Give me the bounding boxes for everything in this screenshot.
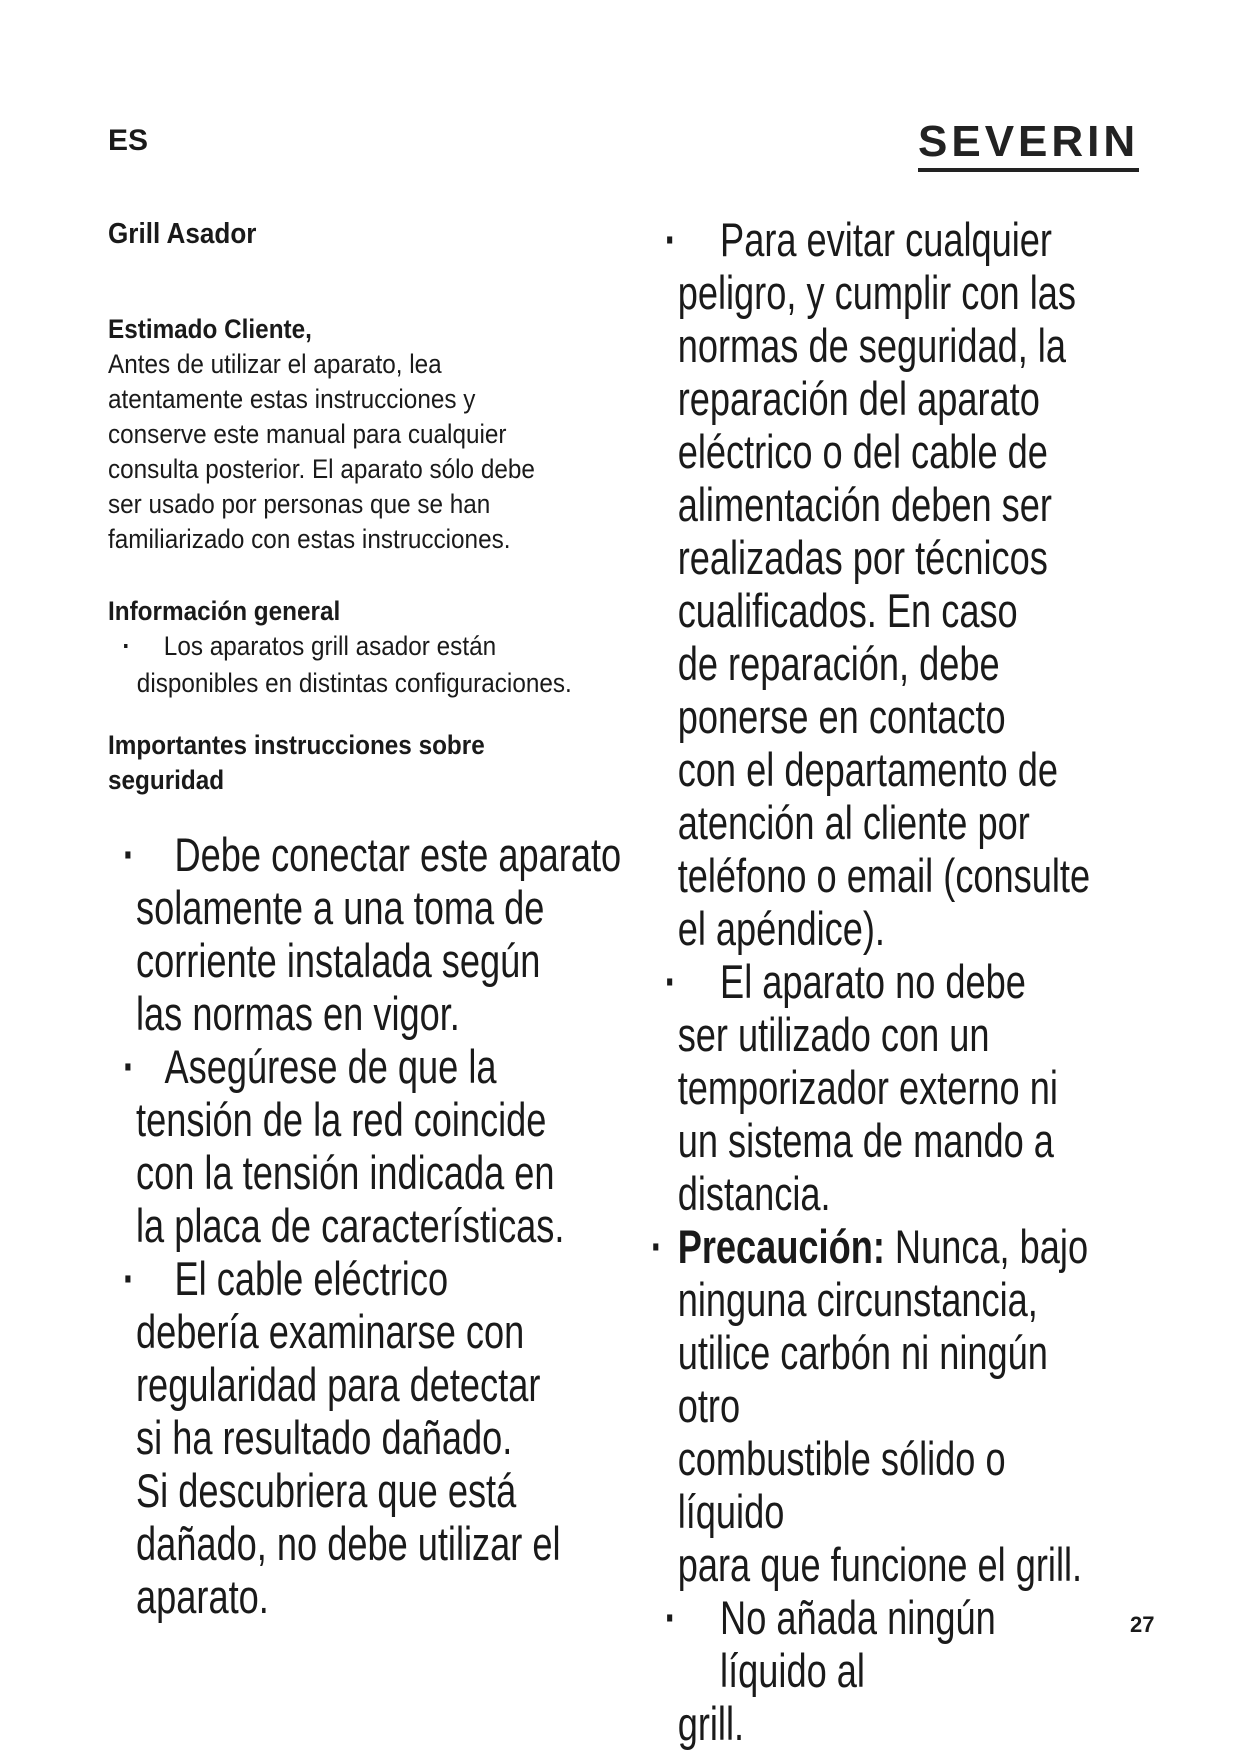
bullet-line: realizadas por técnicos — [677, 531, 1048, 584]
timer-bullet — [660, 955, 1107, 1220]
bullet-dot: · — [122, 1040, 135, 1093]
bullet-line: No añada ningún líquido al — [720, 1591, 996, 1697]
bullet-line: eléctrico o del cable de — [677, 425, 1048, 478]
caution-bullet — [650, 1220, 1107, 1591]
bullet-dot: · — [122, 631, 131, 661]
bullet-line: El aparato no debe — [720, 955, 1026, 1008]
bullet-line: la placa de características. — [136, 1199, 565, 1252]
bullet-line: si ha resultado dañado. — [136, 1411, 513, 1464]
intro-paragraph — [108, 347, 572, 557]
safety-bullet-3 — [122, 1252, 621, 1623]
left-safety-bullets — [122, 828, 622, 1623]
bullet-line: ninguna circunstancia, — [677, 1273, 1038, 1326]
bullet-line: aparato. — [136, 1570, 269, 1623]
bullet-line: Asegúrese de que la — [164, 1040, 497, 1093]
bullet-dot: · — [664, 1591, 677, 1644]
bullet-line: peligro, y cumplir con las — [677, 266, 1076, 319]
bullet-line: temporizador externo ni — [677, 1061, 1058, 1114]
bullet-line: las normas en vigor. — [136, 987, 460, 1040]
severin-logo: SEVERIN — [918, 118, 1139, 172]
safety-heading-line: Importantes instrucciones sobre — [108, 730, 485, 760]
bullet-line: ponerse en contacto — [677, 690, 1006, 743]
bullet-line: Los aparatos grill asador están — [163, 631, 497, 661]
bullet-line: debería examinarse con — [136, 1305, 525, 1358]
intro-line: atentamente estas instrucciones y — [108, 384, 476, 414]
bullet-line: para que funcione el grill. — [677, 1538, 1083, 1591]
liquid-bullet — [660, 1591, 1107, 1750]
bullet-line: dañado, no debe utilizar el — [136, 1517, 561, 1570]
intro-line: conserve este manual para cualquier — [108, 419, 507, 449]
bullet-line: distancia. — [677, 1167, 831, 1220]
page-number: 27 — [1130, 1612, 1155, 1637]
bullet-line: Si descubriera que está — [136, 1464, 517, 1517]
right-safety-bullets — [650, 213, 1107, 1750]
document-title: Grill Asador — [108, 218, 257, 250]
repair-bullet — [660, 213, 1107, 955]
bullet-line: el apéndice). — [677, 902, 885, 955]
bullet-line — [660, 1220, 1107, 1273]
bullet-dot: · — [650, 1220, 663, 1273]
bullet-line: con el departamento de — [677, 743, 1058, 796]
bullet-line: disponibles en distintas configuraciones. — [136, 668, 572, 698]
bullet-line: de reparación, debe — [677, 637, 1000, 690]
general-info-bullet — [108, 629, 572, 702]
bullet-line: cualificados. En caso — [677, 584, 1018, 637]
language-code: ES — [108, 124, 149, 157]
bullet-dot: · — [122, 1252, 135, 1305]
bullet-line: normas de seguridad, la — [677, 319, 1066, 372]
caution-text: Nunca, bajo — [884, 1220, 1089, 1273]
bullet-line: atención al cliente por — [677, 796, 1030, 849]
bullet-line: regularidad para detectar — [136, 1358, 541, 1411]
bullet-line: alimentación deben ser — [677, 478, 1052, 531]
left-column-intro — [108, 216, 572, 798]
bullet-line: Para evitar cualquier — [720, 213, 1052, 266]
bullet-line: tensión de la red coincide — [136, 1093, 547, 1146]
safety-bullet-1 — [122, 828, 622, 1040]
bullet-line: reparación del aparato — [677, 372, 1040, 425]
safety-bullet-2 — [122, 1040, 621, 1252]
intro-line: consulta posterior. El aparato sólo debe — [108, 454, 535, 484]
bullet-line: utilice carbón ni ningún otro — [677, 1326, 1048, 1432]
bullet-dot: · — [122, 828, 135, 881]
intro-line: ser usado por personas que se han — [108, 489, 491, 519]
bullet-line: teléfono o email (consulte — [677, 849, 1091, 902]
bullet-line: El cable eléctrico — [174, 1252, 449, 1305]
safety-heading-line: seguridad — [108, 765, 225, 795]
general-info-heading: Información general — [108, 596, 341, 626]
intro-line: Antes de utilizar el aparato, lea — [108, 349, 442, 379]
bullet-line: Debe conectar este aparato — [174, 828, 622, 881]
intro-line: familiarizado con estas instrucciones. — [108, 524, 511, 554]
greeting: Estimado Cliente, — [108, 314, 312, 344]
bullet-line: solamente a una toma de — [136, 881, 545, 934]
bullet-line: un sistema de mando a — [677, 1114, 1054, 1167]
bullet-line: ser utilizado con un — [677, 1008, 990, 1061]
bullet-line: grill. — [677, 1697, 745, 1750]
bullet-line: corriente instalada según — [136, 934, 541, 987]
bullet-line: con la tensión indicada en — [136, 1146, 555, 1199]
safety-heading — [108, 728, 572, 798]
bullet-dot: · — [664, 213, 677, 266]
bullet-line: combustible sólido o líquido — [677, 1432, 1006, 1538]
caution-label: Precaución: — [677, 1220, 885, 1273]
bullet-dot: · — [664, 955, 677, 1008]
